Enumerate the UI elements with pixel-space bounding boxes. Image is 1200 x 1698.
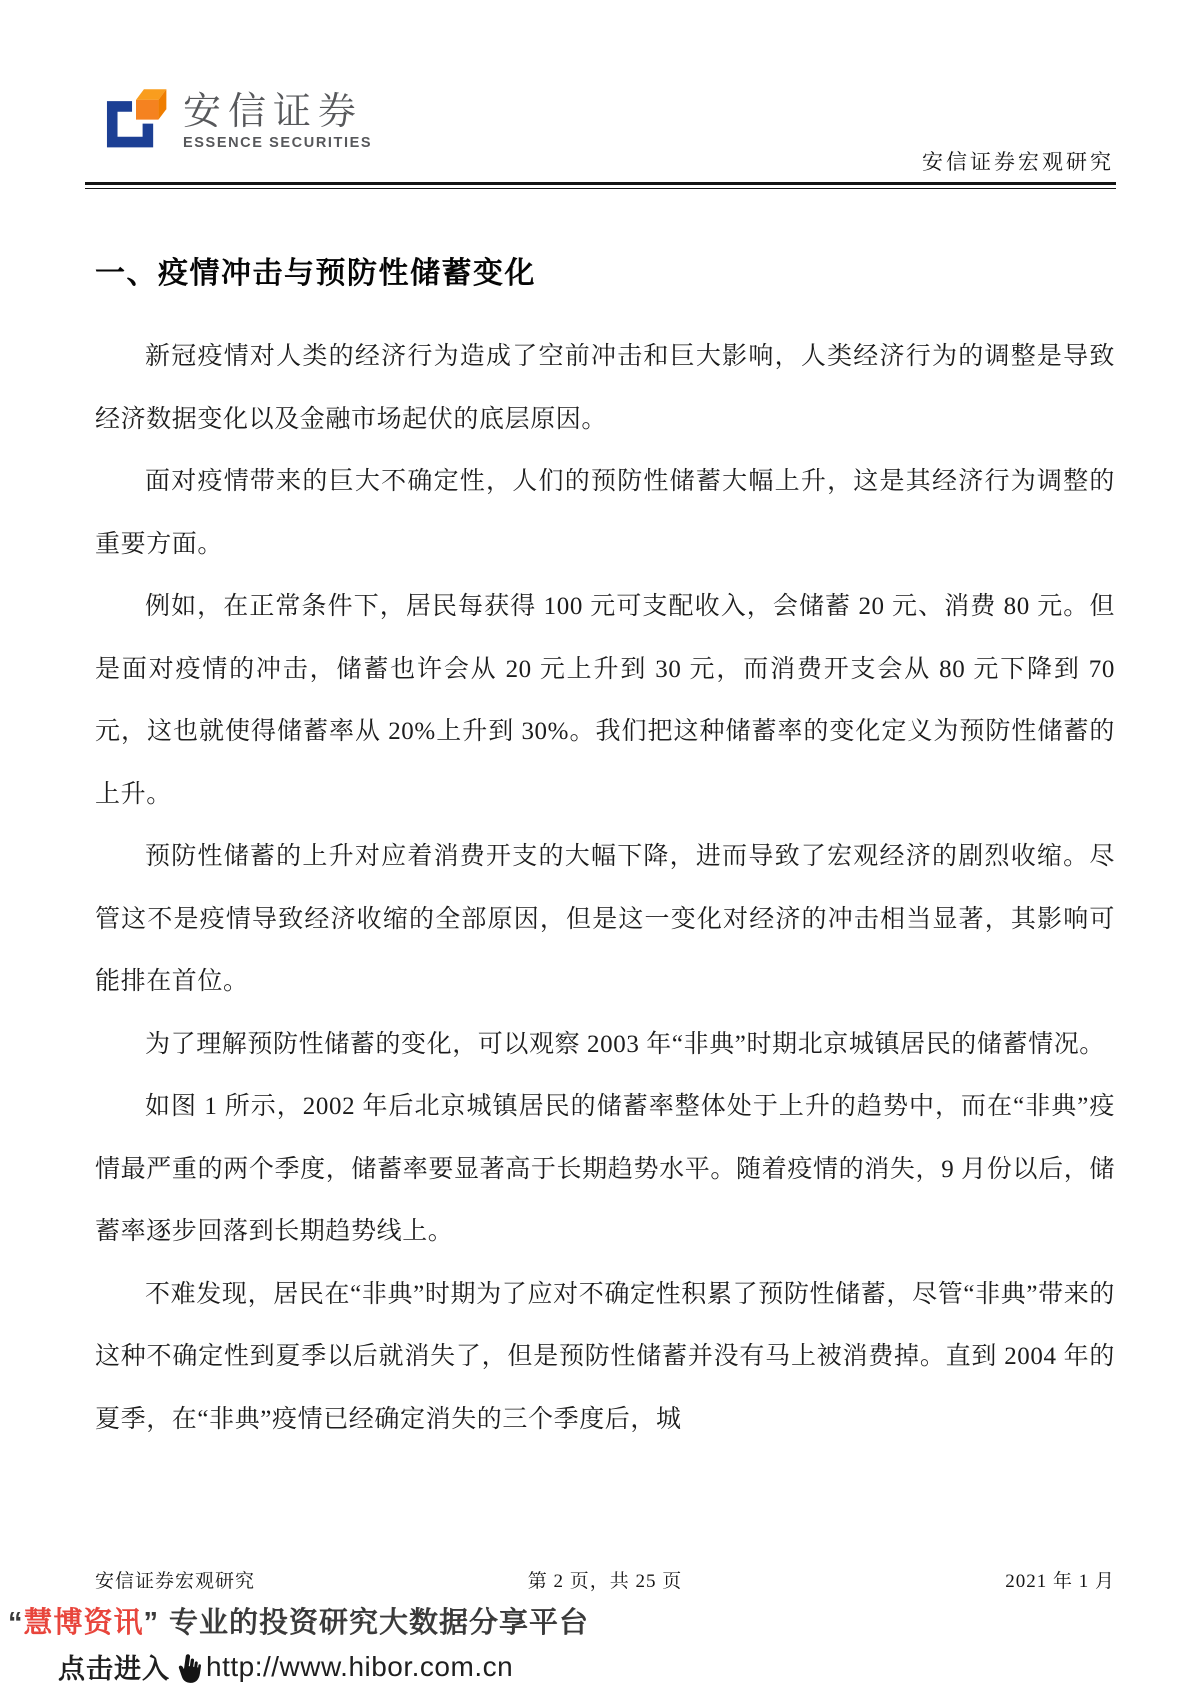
hand-pointer-icon bbox=[172, 1650, 206, 1688]
logo-text-en: ESSENCE SECURITIES bbox=[183, 135, 373, 151]
open-quote: “ bbox=[8, 1607, 24, 1639]
section-title: 一、疫情冲击与预防性储蓄变化 bbox=[95, 257, 536, 290]
document-body bbox=[95, 248, 1115, 1451]
hibor-tagline: 专业的投资研究大数据分享平台 bbox=[169, 1607, 590, 1639]
report-series-label: 安信证券宏观研究 bbox=[922, 150, 1114, 174]
hibor-brand: 慧博资讯 bbox=[23, 1607, 144, 1639]
paragraph: 新冠疫情对人类的经济行为造成了空前冲击和巨大影响，人类经济行为的调整是导致经济数据变化以及金融市场起伏的底层原因。 bbox=[95, 343, 1115, 433]
paragraph: 例如，在正常条件下，居民每获得 100 元可支配收入，会储蓄 20 元、消费 80 元。但是面对疫情的冲击，储蓄也许会从 20 元上升到 30 元，而消费开支会从 80 元下降到 70 元，这也就使得储蓄率从 20%上升到 30%。我们把这种储蓄率的变化定义为预防性储蓄的上升。 bbox=[95, 593, 1115, 808]
paragraph: 如图 1 所示，2002 年后北京城镇居民的储蓄率整体处于上升的趋势中，而在“非典”疫情最严重的两个季度，储蓄率要显著高于长期趋势水平。随着疫情的消失，9 月份以后，储蓄率逐步回落到长期趋势线上。 bbox=[95, 1093, 1115, 1245]
footer-page-number: 第 2 页，共 25 页 bbox=[527, 1571, 683, 1592]
header-divider bbox=[85, 182, 1116, 189]
paragraph: 不难发现，居民在“非典”时期为了应对不确定性积累了预防性储蓄，尽管“非典”带来的这种不确定性到夏季以后就消失了，但是预防性储蓄并没有马上被消费掉。直到 2004 年的夏季，在“非典”疫情已经确定消失的三个季度后，城 bbox=[95, 1280, 1115, 1433]
paragraph: 预防性储蓄的上升对应着消费开支的大幅下降，进而导致了宏观经济的剧烈收缩。尽管这不是疫情导致经济收缩的全部原因，但是这一变化对经济的冲击相当显著，其影响可能排在首位。 bbox=[95, 843, 1115, 995]
paragraph: 面对疫情带来的巨大不确定性，人们的预防性储蓄大幅上升，这是其经济行为调整的重要方面。 bbox=[95, 468, 1115, 558]
hibor-cta[interactable]: 点击进入 bbox=[58, 1654, 170, 1684]
logo-mark-icon bbox=[103, 84, 169, 150]
hibor-promo-tagline-row bbox=[8, 1600, 589, 1641]
logo-text-zh: 安信证券 bbox=[183, 91, 364, 133]
hibor-url[interactable]: http://www.hibor.com.cn bbox=[206, 1650, 514, 1682]
hibor-promo bbox=[8, 1600, 589, 1686]
paragraph: 为了理解预防性储蓄的变化，可以观察 2003 年“非典”时期北京城镇居民的储蓄情况。 bbox=[145, 1030, 1105, 1058]
footer-date: 2021 年 1 月 bbox=[1005, 1571, 1115, 1592]
close-quote: ” bbox=[143, 1607, 160, 1639]
footer-series-label: 安信证券宏观研究 bbox=[95, 1571, 256, 1592]
logo-text bbox=[183, 84, 372, 152]
hibor-promo-link-row bbox=[8, 1647, 589, 1686]
essence-securities-logo bbox=[103, 84, 372, 152]
